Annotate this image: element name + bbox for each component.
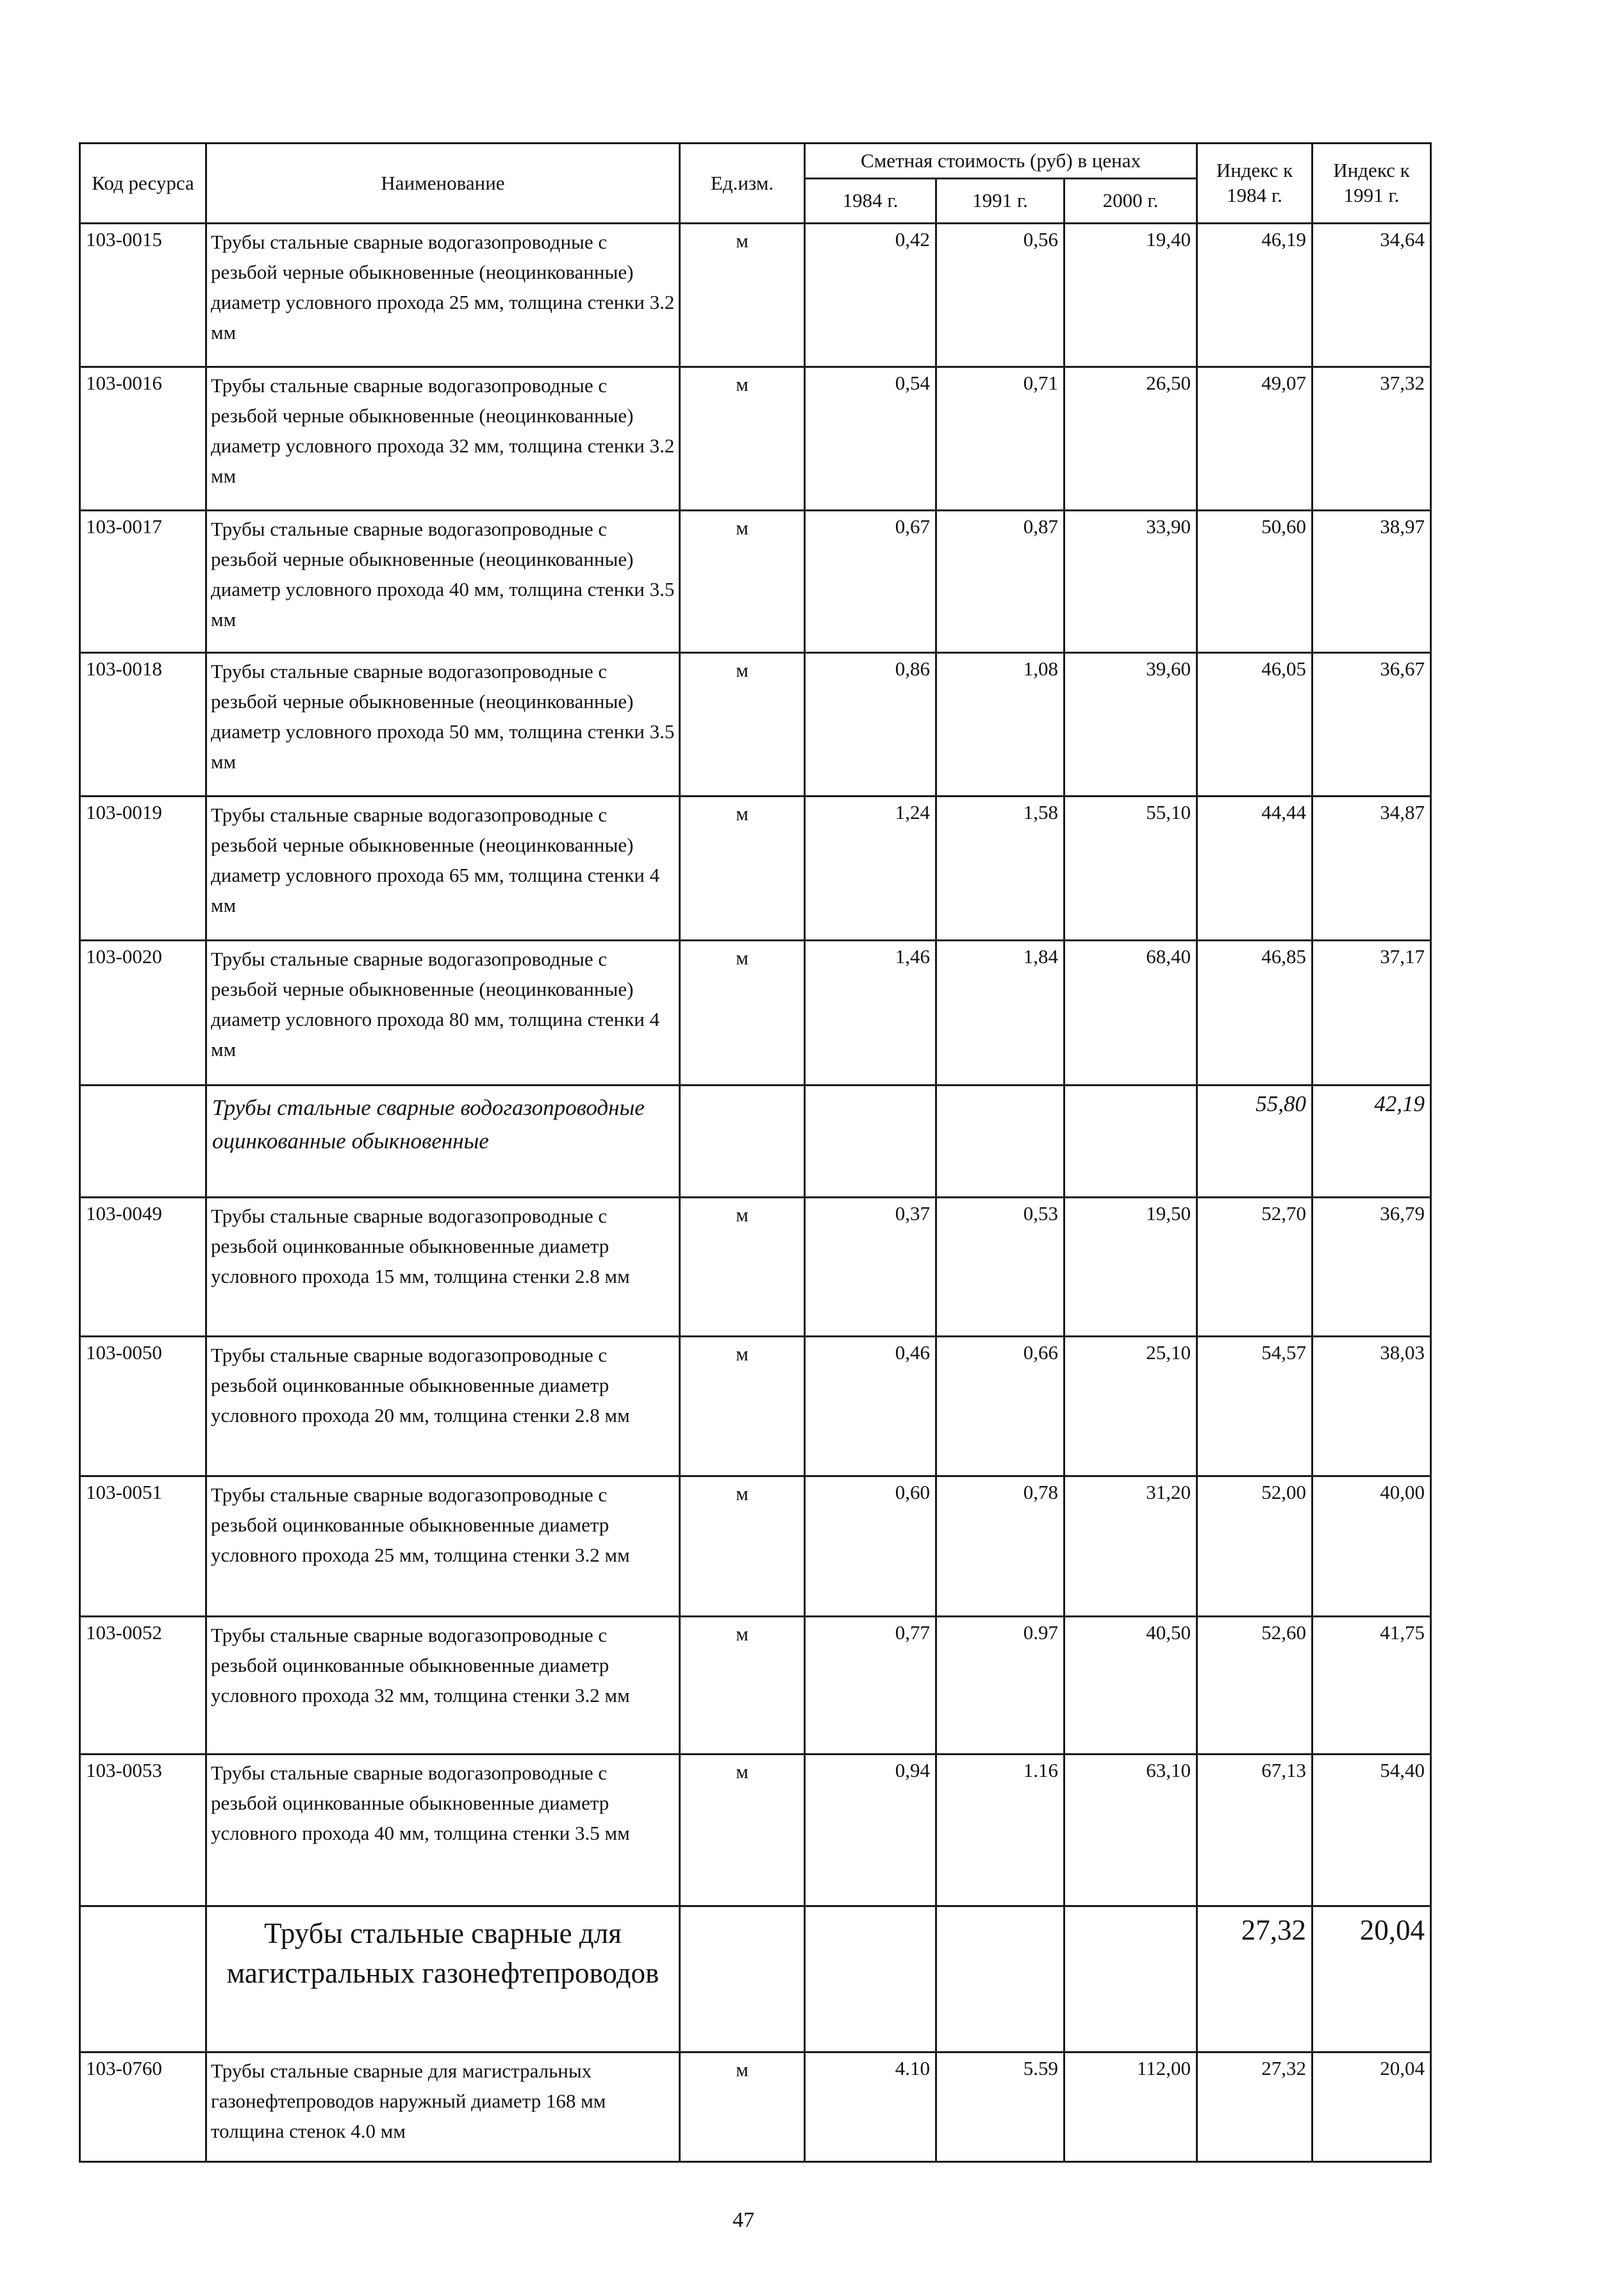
section-index-1991: 20,04 <box>1313 1906 1431 2052</box>
price-1984: 1,24 <box>805 797 936 941</box>
resource-name: Трубы стальные сварные водогазопроводные с резьбой черные обыкновенные (неоцинкованные) диаметр условного прохода 50 мм, толщина стенки 3.5 мм <box>206 653 680 797</box>
index-1984: 54,57 <box>1197 1337 1313 1476</box>
resource-name: Трубы стальные сварные водогазопроводные с резьбой черные обыкновенные (неоцинкованные) диаметр условного прохода 80 мм, толщина стенки 4 мм <box>206 941 680 1086</box>
index-1991: 41,75 <box>1313 1617 1431 1755</box>
index-1984: 27,32 <box>1197 2052 1313 2162</box>
resource-code: 103-0018 <box>80 653 206 797</box>
section-title: Трубы стальные сварные для магистральных газонефтепроводов <box>206 1906 680 2052</box>
table-row <box>80 1755 1431 1906</box>
price-2000: 19,50 <box>1065 1198 1197 1337</box>
resource-code: 103-0015 <box>80 224 206 367</box>
table-row <box>80 224 1431 367</box>
price-1991: 0,66 <box>936 1337 1065 1476</box>
index-1984: 46,85 <box>1197 941 1313 1086</box>
price-1984: 0,67 <box>805 511 936 653</box>
resource-name: Трубы стальные сварные водогазопроводные с резьбой черные обыкновенные (неоцинкованные) диаметр условного прохода 32 мм, толщина стенки 3.2 мм <box>206 367 680 511</box>
price-1991: 5.59 <box>936 2052 1065 2162</box>
price-1991: 1,58 <box>936 797 1065 941</box>
index-1984: 49,07 <box>1197 367 1313 511</box>
header-year-1984: 1984 г. <box>805 179 936 224</box>
resource-name: Трубы стальные сварные водогазопроводные с резьбой оцинкованные обыкновенные диаметр условного прохода 40 мм, толщина стенки 3.5 мм <box>206 1755 680 1906</box>
index-1991: 38,97 <box>1313 511 1431 653</box>
index-1991: 36,79 <box>1313 1198 1431 1337</box>
index-1984: 52,60 <box>1197 1617 1313 1755</box>
price-1984: 0,94 <box>805 1755 936 1906</box>
table-row <box>80 1476 1431 1617</box>
section-index-1991: 42,19 <box>1313 1086 1431 1198</box>
page-number: 47 <box>733 2208 754 2232</box>
resource-name: Трубы стальные сварные водогазопроводные с резьбой черные обыкновенные (неоцинкованные) диаметр условного прохода 25 мм, толщина стенки 3.2 мм <box>206 224 680 367</box>
table-row <box>80 1198 1431 1337</box>
resource-unit: м <box>680 1617 805 1755</box>
resource-name: Трубы стальные сварные водогазопроводные с резьбой оцинкованные обыкновенные диаметр условного прохода 32 мм, толщина стенки 3.2 мм <box>206 1617 680 1755</box>
section-index-1984: 27,32 <box>1197 1906 1313 2052</box>
price-1984: 4.10 <box>805 2052 936 2162</box>
resource-code: 103-0019 <box>80 797 206 941</box>
price-1991: 0,53 <box>936 1198 1065 1337</box>
index-1991: 20,04 <box>1313 2052 1431 2162</box>
index-1991: 36,67 <box>1313 653 1431 797</box>
table-row <box>80 1617 1431 1755</box>
resource-unit: м <box>680 797 805 941</box>
resource-unit: м <box>680 653 805 797</box>
price-2000: 31,20 <box>1065 1476 1197 1617</box>
price-1984: 1,46 <box>805 941 936 1086</box>
resource-name: Трубы стальные сварные водогазопроводные с резьбой оцинкованные обыкновенные диаметр условного прохода 20 мм, толщина стенки 2.8 мм <box>206 1337 680 1476</box>
price-1991: 0,56 <box>936 224 1065 367</box>
index-1991: 34,87 <box>1313 797 1431 941</box>
price-1991: 1,84 <box>936 941 1065 1086</box>
price-1984: 0,46 <box>805 1337 936 1476</box>
price-1984: 0,42 <box>805 224 936 367</box>
header-unit: Ед.изм. <box>680 144 805 224</box>
price-1991: 0,87 <box>936 511 1065 653</box>
price-1991: 1.16 <box>936 1755 1065 1906</box>
header-name: Наименование <box>206 144 680 224</box>
index-1991: 40,00 <box>1313 1476 1431 1617</box>
price-1984: 0,77 <box>805 1617 936 1755</box>
resource-unit: м <box>680 367 805 511</box>
price-1984: 0,37 <box>805 1198 936 1337</box>
table-row <box>80 367 1431 511</box>
resource-code: 103-0017 <box>80 511 206 653</box>
section-title: Трубы стальные сварные водогазопроводные оцинкованные обыкновенные <box>206 1086 680 1198</box>
section-row <box>80 1086 1431 1198</box>
resource-code: 103-0051 <box>80 1476 206 1617</box>
resource-code: 103-0050 <box>80 1337 206 1476</box>
resource-unit: м <box>680 941 805 1086</box>
resource-name: Трубы стальные сварные водогазопроводные с резьбой черные обыкновенные (неоцинкованные) диаметр условного прохода 65 мм, толщина стенки 4 мм <box>206 797 680 941</box>
table-row <box>80 511 1431 653</box>
price-2000: 26,50 <box>1065 367 1197 511</box>
section-index-1984: 55,80 <box>1197 1086 1313 1198</box>
resource-code: 103-0052 <box>80 1617 206 1755</box>
resource-unit: м <box>680 1198 805 1337</box>
index-1984: 67,13 <box>1197 1755 1313 1906</box>
price-1991: 1,08 <box>936 653 1065 797</box>
price-1991: 0.97 <box>936 1617 1065 1755</box>
resource-name: Трубы стальные сварные для магистральных газонефтепроводов наружный диаметр 168 мм толщина стенок 4.0 мм <box>206 2052 680 2162</box>
index-1984: 46,05 <box>1197 653 1313 797</box>
index-1991: 37,32 <box>1313 367 1431 511</box>
resource-code: 103-0016 <box>80 367 206 511</box>
price-2000: 112,00 <box>1065 2052 1197 2162</box>
resource-unit: м <box>680 1337 805 1476</box>
header-cost-group: Сметная стоимость (руб) в ценах <box>805 144 1197 179</box>
resource-code: 103-0760 <box>80 2052 206 2162</box>
header-year-2000: 2000 г. <box>1065 179 1197 224</box>
resource-code: 103-0020 <box>80 941 206 1086</box>
table-row <box>80 2052 1431 2162</box>
resource-unit: м <box>680 511 805 653</box>
header-year-1991: 1991 г. <box>936 179 1065 224</box>
price-1984: 0,86 <box>805 653 936 797</box>
price-2000: 39,60 <box>1065 653 1197 797</box>
price-1984: 0,60 <box>805 1476 936 1617</box>
price-2000: 19,40 <box>1065 224 1197 367</box>
price-table <box>79 142 1432 2163</box>
price-1991: 0,78 <box>936 1476 1065 1617</box>
resource-unit: м <box>680 224 805 367</box>
resource-unit: м <box>680 1476 805 1617</box>
section-row <box>80 1906 1431 2052</box>
index-1991: 38,03 <box>1313 1337 1431 1476</box>
table-row <box>80 653 1431 797</box>
index-1991: 54,40 <box>1313 1755 1431 1906</box>
index-1984: 52,70 <box>1197 1198 1313 1337</box>
table-row <box>80 941 1431 1086</box>
table-row <box>80 797 1431 941</box>
price-2000: 25,10 <box>1065 1337 1197 1476</box>
index-1984: 50,60 <box>1197 511 1313 653</box>
price-2000: 33,90 <box>1065 511 1197 653</box>
resource-name: Трубы стальные сварные водогазопроводные с резьбой черные обыкновенные (неоцинкованные) диаметр условного прохода 40 мм, толщина стенки 3.5 мм <box>206 511 680 653</box>
price-1984: 0,54 <box>805 367 936 511</box>
price-2000: 63,10 <box>1065 1755 1197 1906</box>
resource-unit: м <box>680 2052 805 2162</box>
index-1984: 46,19 <box>1197 224 1313 367</box>
header-index-1984: Индекс к 1984 г. <box>1197 144 1313 224</box>
table-row <box>80 1337 1431 1476</box>
resource-name: Трубы стальные сварные водогазопроводные с резьбой оцинкованные обыкновенные диаметр условного прохода 15 мм, толщина стенки 2.8 мм <box>206 1198 680 1337</box>
resource-name: Трубы стальные сварные водогазопроводные с резьбой оцинкованные обыкновенные диаметр условного прохода 25 мм, толщина стенки 3.2 мм <box>206 1476 680 1617</box>
resource-code: 103-0049 <box>80 1198 206 1337</box>
index-1991: 37,17 <box>1313 941 1431 1086</box>
price-2000: 55,10 <box>1065 797 1197 941</box>
index-1984: 52,00 <box>1197 1476 1313 1617</box>
price-2000: 40,50 <box>1065 1617 1197 1755</box>
header-code: Код ресурса <box>80 144 206 224</box>
index-1984: 44,44 <box>1197 797 1313 941</box>
price-1991: 0,71 <box>936 367 1065 511</box>
index-1991: 34,64 <box>1313 224 1431 367</box>
price-2000: 68,40 <box>1065 941 1197 1086</box>
resource-code: 103-0053 <box>80 1755 206 1906</box>
resource-unit: м <box>680 1755 805 1906</box>
header-index-1991: Индекс к 1991 г. <box>1313 144 1431 224</box>
